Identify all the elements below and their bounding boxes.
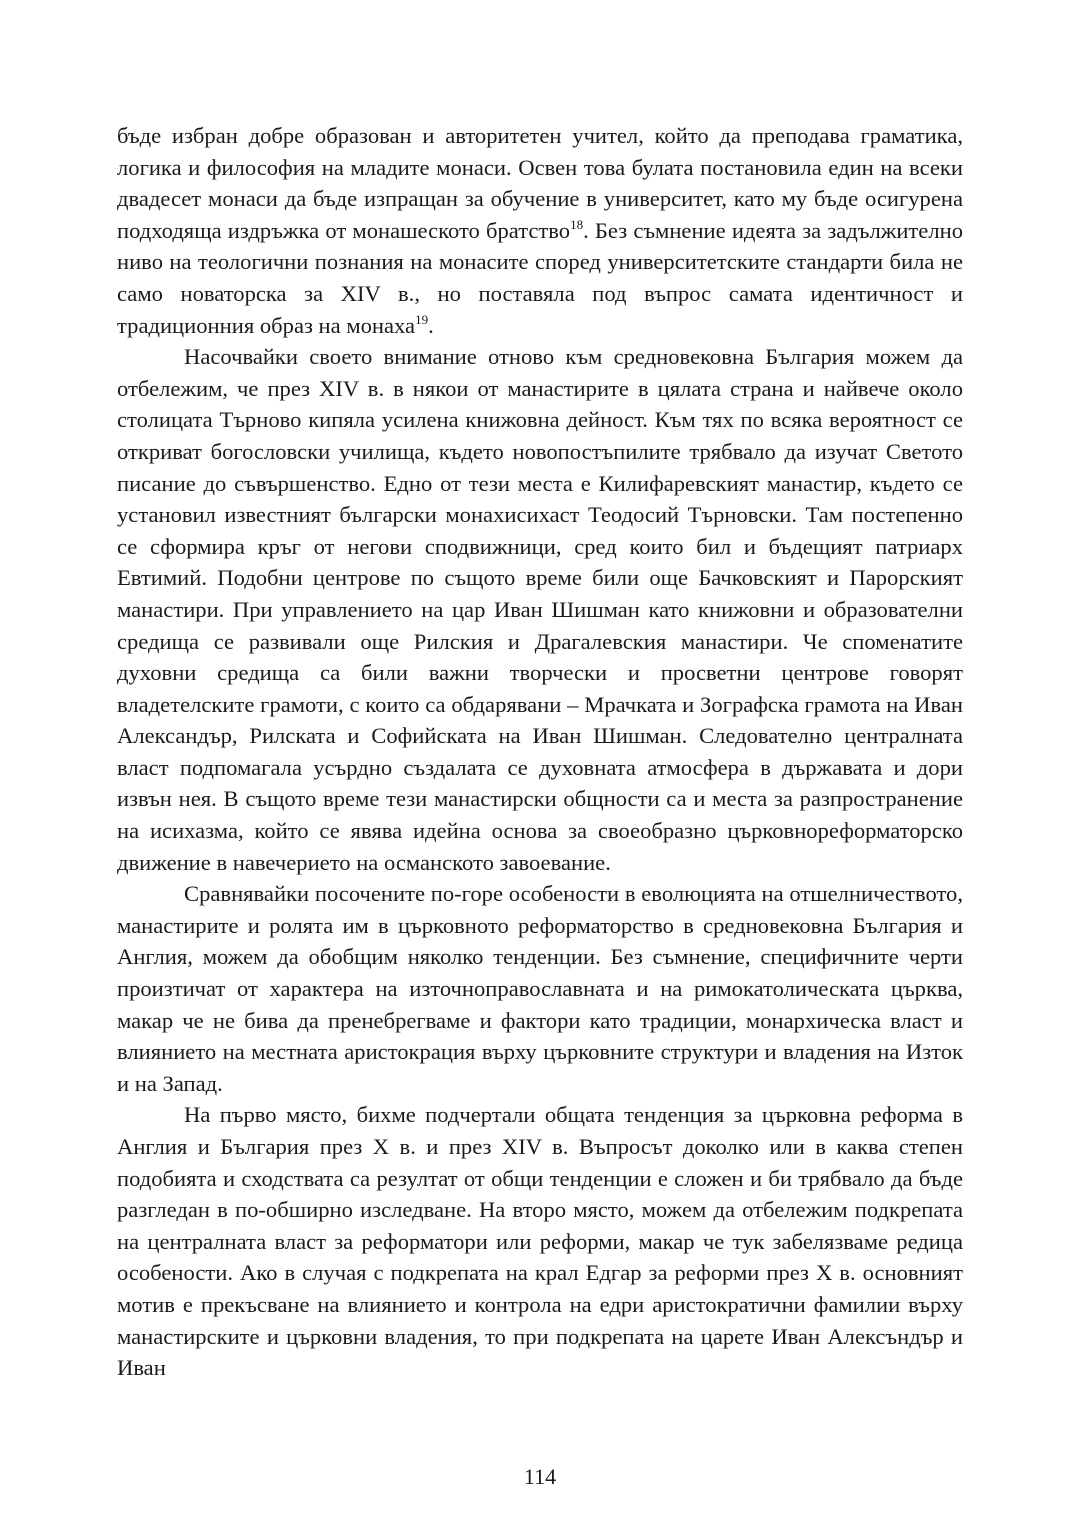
- paragraph: [117, 878, 963, 1099]
- paragraph: [117, 341, 963, 878]
- body-text: [117, 120, 963, 1384]
- paragraph: [117, 1099, 963, 1383]
- paragraph-text: .: [428, 312, 434, 338]
- paragraph-text: На първо място, бихме подчертали общата тенденция за църковна реформа в Англия и България през X в. и през XIV в. Въпросът доколко или в каква степен подобията и сходствата са резултат от общи тенденции е сложен и би трябвало да бъде разгледан в по-обширно изследване. На второ място, можем да отбележим подкрепата на централната власт за реформатори или реформи, макар че тук забелязваме редица особености. Ако в случая с подкрепата на крал Едгар за реформи през X в. основният мотив е прекъсване на влиянието и контрола на едри аристократични фамилии върху манастирските и църковни владения, то при подкрепата на царете Иван Алексъндър и Иван: [117, 1102, 963, 1381]
- footnote-marker: 18: [570, 216, 584, 232]
- footnote-marker: 19: [415, 311, 429, 327]
- paragraph-text: Насочвайки своето внимание отново към средновековна България можем да отбележим, че през XIV в. в някои от манастирите в цялата страна и найвече около столицата Търново кипяла усилена книжовна дейност. Към тях по всяка вероятност се откриват богословски училища, където новопостъпилите трябвало да изучат Светото писание до съвършенство. Едно от тези места е Килифаревският манастир, където се установил известният български монахисихаст Теодосий Търновски. Там постепенно се сформира кръг от негови сподвижници, сред които бил и бъдещият патриарх Евтимий. Подобни центрове по същото време били още Бачковският и Парорският манастири. При управлението на цар Иван Шишман като книжовни и образователни средища се развивали още Рилския и Драгалевския манастири. Че споменатите духовни средища са били важни творчески и просветни центрове говорят владетелските грамоти, с които са обдарявани – Мрачката и Зографска грамота на Иван Александър, Рилската и Софийската на Иван Шишман. Следователно централната власт подпомагала усърдно създалата се духовната атмосфера в държавата и дори извън нея. В същото време тези манастирски общности са и места за разпространение на исихазма, който се явява идейна основа за своеобразно църковнореформаторско движение в навечерието на османското завоевание.: [117, 344, 963, 875]
- page-number: 114: [523, 1464, 557, 1489]
- paragraph-text: . Без съмнение идеята за задължително ниво на теологични познания на монасите според университетските стандарти била не само новаторска за XIV в., но поставяла под въпрос самата идентичност и традиционния образ на монаха: [117, 217, 963, 338]
- paragraph: [117, 120, 963, 341]
- paragraph-text: бъде избран добре образован и авторитетен учител, който да преподава граматика, логика и философия на младите монаси. Освен това булата постановила един на всеки двадесет монаси да бъде изпращан за обучение в университет, като му бъде осигурена подходяща издръжка от монашеското братство: [117, 123, 963, 243]
- paragraph-text: Сравнявайки посочените по-горе особености в еволюцията на отшелничеството, манастирите и ролята им в църковното реформаторство в средновековна България и Англия, можем да обобщим няколко тенденции. Без съмнение, специфичните черти произтичат от характера на източноправославната и на римокатолическата църква, макар че не бива да пренебрегваме и фактори като традиции, монархическа власт и влиянието на местната аристокрация върху църковните структури и владения на Изток и на Запад.: [117, 881, 963, 1096]
